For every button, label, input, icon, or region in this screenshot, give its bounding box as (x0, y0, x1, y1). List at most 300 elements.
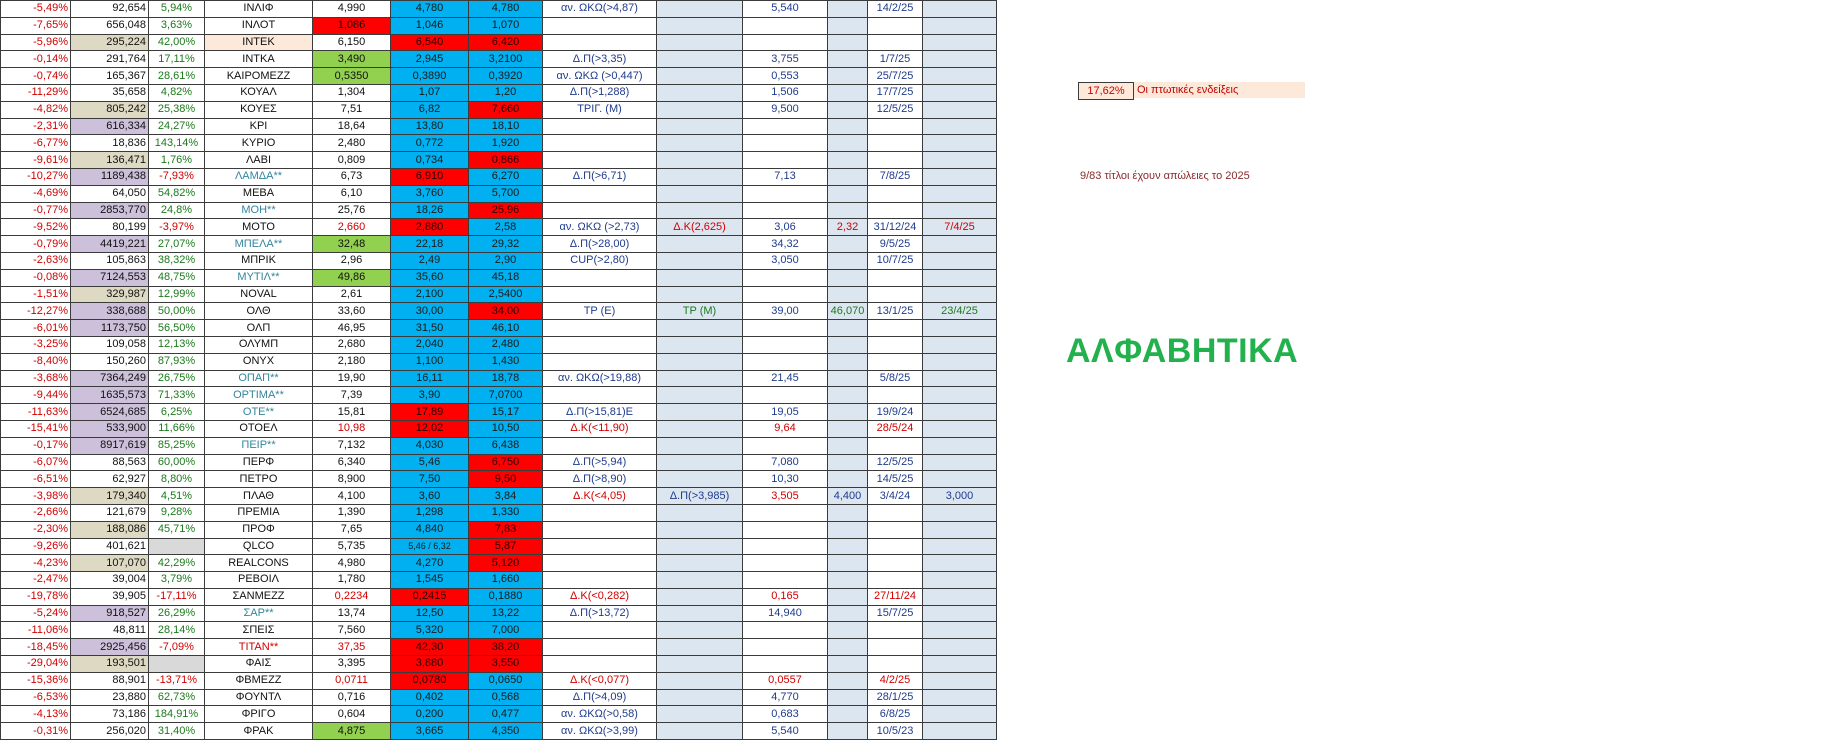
cell-price[interactable]: 7,560 (313, 622, 391, 639)
cell-signal2[interactable] (657, 320, 743, 337)
cell-v2[interactable] (828, 202, 868, 219)
cell-volume[interactable]: 62,927 (71, 471, 149, 488)
cell-perf[interactable]: 87,93% (149, 353, 205, 370)
cell-signal2[interactable] (657, 723, 743, 740)
cell-high[interactable]: 1,330 (469, 504, 543, 521)
cell-date1[interactable] (868, 639, 923, 656)
cell-signal2[interactable] (657, 622, 743, 639)
cell-perf[interactable]: 4,51% (149, 488, 205, 505)
cell-v2[interactable] (828, 286, 868, 303)
cell-high[interactable]: 0,568 (469, 689, 543, 706)
cell-price[interactable]: 49,86 (313, 269, 391, 286)
cell-name[interactable]: ΛΑΜΔΑ** (205, 168, 313, 185)
cell-high[interactable]: 34,00 (469, 303, 543, 320)
cell-v1[interactable]: 19,05 (743, 404, 828, 421)
cell-date2[interactable] (923, 118, 997, 135)
cell-low[interactable]: 16,11 (391, 370, 469, 387)
cell-price[interactable]: 2,96 (313, 252, 391, 269)
cell-date2[interactable] (923, 588, 997, 605)
cell-date1[interactable] (868, 353, 923, 370)
cell-perf[interactable]: 8,80% (149, 471, 205, 488)
cell-low[interactable]: 0,3890 (391, 68, 469, 85)
cell-perf[interactable]: 12,99% (149, 286, 205, 303)
cell-signal2[interactable] (657, 84, 743, 101)
cell-signal1[interactable] (543, 555, 657, 572)
cell-high[interactable]: 18,78 (469, 370, 543, 387)
cell-v2[interactable] (828, 605, 868, 622)
cell-date2[interactable] (923, 336, 997, 353)
cell-name[interactable]: REALCONS (205, 555, 313, 572)
cell-high[interactable]: 4,350 (469, 723, 543, 740)
cell-high[interactable]: 6,420 (469, 34, 543, 51)
cell-low[interactable]: 1,545 (391, 572, 469, 589)
cell-volume[interactable]: 105,863 (71, 252, 149, 269)
cell-low[interactable]: 42,30 (391, 639, 469, 656)
cell-change[interactable]: -7,65% (1, 17, 71, 34)
cell-perf[interactable]: 50,00% (149, 303, 205, 320)
cell-date1[interactable]: 12/5/25 (868, 101, 923, 118)
cell-signal2[interactable] (657, 672, 743, 689)
cell-volume[interactable]: 6524,685 (71, 404, 149, 421)
cell-price[interactable]: 3,490 (313, 51, 391, 68)
cell-price[interactable]: 10,98 (313, 420, 391, 437)
cell-signal2[interactable] (657, 353, 743, 370)
cell-low[interactable]: 4,270 (391, 555, 469, 572)
cell-price[interactable]: 0,0711 (313, 672, 391, 689)
cell-date1[interactable]: 15/7/25 (868, 605, 923, 622)
cell-name[interactable]: ΜΠΕΛΑ** (205, 236, 313, 253)
cell-low[interactable]: 22,18 (391, 236, 469, 253)
cell-low[interactable]: 3,665 (391, 723, 469, 740)
cell-v1[interactable]: 7,080 (743, 454, 828, 471)
cell-high[interactable]: 45,18 (469, 269, 543, 286)
cell-low[interactable]: 3,880 (391, 656, 469, 673)
cell-perf[interactable]: 24,8% (149, 202, 205, 219)
cell-change[interactable]: -29,04% (1, 656, 71, 673)
cell-v1[interactable]: 3,06 (743, 219, 828, 236)
cell-name[interactable]: ΤΙΤΑΝ** (205, 639, 313, 656)
cell-price[interactable]: 7,51 (313, 101, 391, 118)
cell-signal1[interactable] (543, 538, 657, 555)
cell-low[interactable]: 3,90 (391, 387, 469, 404)
cell-date1[interactable] (868, 286, 923, 303)
cell-name[interactable]: ΣΑΡ** (205, 605, 313, 622)
cell-signal2[interactable] (657, 437, 743, 454)
cell-signal2[interactable] (657, 168, 743, 185)
cell-v2[interactable] (828, 504, 868, 521)
cell-date2[interactable] (923, 622, 997, 639)
cell-low[interactable]: 2,100 (391, 286, 469, 303)
cell-change[interactable]: -3,25% (1, 336, 71, 353)
cell-v2[interactable]: 4,400 (828, 488, 868, 505)
cell-date1[interactable]: 25/7/25 (868, 68, 923, 85)
cell-change[interactable]: -4,69% (1, 185, 71, 202)
cell-signal1[interactable] (543, 437, 657, 454)
cell-v1[interactable] (743, 437, 828, 454)
cell-date1[interactable]: 10/7/25 (868, 252, 923, 269)
cell-high[interactable]: 38,20 (469, 639, 543, 656)
cell-change[interactable]: -8,40% (1, 353, 71, 370)
cell-v2[interactable] (828, 622, 868, 639)
cell-perf[interactable]: 60,00% (149, 454, 205, 471)
cell-v2[interactable] (828, 454, 868, 471)
cell-signal2[interactable] (657, 572, 743, 589)
cell-high[interactable]: 7,0700 (469, 387, 543, 404)
cell-v2[interactable] (828, 572, 868, 589)
cell-low[interactable]: 6,540 (391, 34, 469, 51)
cell-v1[interactable] (743, 118, 828, 135)
cell-change[interactable]: -9,26% (1, 538, 71, 555)
cell-signal1[interactable]: Δ.Π(>28,00) (543, 236, 657, 253)
cell-date1[interactable] (868, 521, 923, 538)
cell-change[interactable]: -12,27% (1, 303, 71, 320)
cell-high[interactable]: 2,90 (469, 252, 543, 269)
cell-v2[interactable] (828, 387, 868, 404)
cell-low[interactable]: 2,040 (391, 336, 469, 353)
cell-name[interactable]: ΜΥΤΙΛ** (205, 269, 313, 286)
cell-volume[interactable]: 295,224 (71, 34, 149, 51)
cell-low[interactable]: 0,772 (391, 135, 469, 152)
cell-low[interactable]: 1,07 (391, 84, 469, 101)
cell-perf[interactable]: 28,14% (149, 622, 205, 639)
cell-perf[interactable]: 3,79% (149, 572, 205, 589)
cell-volume[interactable]: 39,004 (71, 572, 149, 589)
cell-volume[interactable]: 150,260 (71, 353, 149, 370)
cell-price[interactable]: 4,100 (313, 488, 391, 505)
cell-high[interactable]: 1,660 (469, 572, 543, 589)
cell-name[interactable]: ΙΝΤΚΑ (205, 51, 313, 68)
cell-high[interactable]: 6,438 (469, 437, 543, 454)
cell-v2[interactable] (828, 353, 868, 370)
cell-v1[interactable] (743, 152, 828, 169)
cell-price[interactable]: 5,735 (313, 538, 391, 555)
cell-perf[interactable]: 4,82% (149, 84, 205, 101)
cell-perf[interactable]: 11,66% (149, 420, 205, 437)
cell-date2[interactable] (923, 84, 997, 101)
cell-signal1[interactable] (543, 202, 657, 219)
cell-name[interactable]: ΟΠΑΠ** (205, 370, 313, 387)
cell-v2[interactable] (828, 135, 868, 152)
cell-signal1[interactable] (543, 269, 657, 286)
cell-v1[interactable] (743, 185, 828, 202)
cell-v2[interactable] (828, 471, 868, 488)
cell-volume[interactable]: 616,334 (71, 118, 149, 135)
cell-v2[interactable] (828, 538, 868, 555)
cell-price[interactable]: 2,180 (313, 353, 391, 370)
cell-name[interactable]: ΠΛΑΘ (205, 488, 313, 505)
cell-v1[interactable] (743, 555, 828, 572)
cell-volume[interactable]: 136,471 (71, 152, 149, 169)
cell-signal2[interactable] (657, 17, 743, 34)
cell-change[interactable]: -9,52% (1, 219, 71, 236)
cell-high[interactable]: 2,58 (469, 219, 543, 236)
cell-signal1[interactable]: αν. ΩΚΩ(>3,99) (543, 723, 657, 740)
cell-name[interactable]: ΦΟΥΝΤΛ (205, 689, 313, 706)
cell-low[interactable]: 4,030 (391, 437, 469, 454)
cell-v1[interactable] (743, 656, 828, 673)
cell-change[interactable]: -11,29% (1, 84, 71, 101)
cell-signal2[interactable] (657, 370, 743, 387)
cell-name[interactable]: ΚΟΥΑΛ (205, 84, 313, 101)
cell-date1[interactable]: 6/8/25 (868, 706, 923, 723)
cell-change[interactable]: -0,31% (1, 723, 71, 740)
cell-high[interactable]: 0,477 (469, 706, 543, 723)
cell-v1[interactable] (743, 17, 828, 34)
cell-signal2[interactable] (657, 538, 743, 555)
cell-change[interactable]: -9,44% (1, 387, 71, 404)
cell-signal2[interactable] (657, 185, 743, 202)
cell-v2[interactable] (828, 588, 868, 605)
cell-signal1[interactable] (543, 336, 657, 353)
cell-perf[interactable]: -13,71% (149, 672, 205, 689)
cell-volume[interactable]: 8917,619 (71, 437, 149, 454)
cell-signal2[interactable] (657, 336, 743, 353)
cell-name[interactable]: ΚΡΙ (205, 118, 313, 135)
cell-date2[interactable] (923, 236, 997, 253)
cell-date1[interactable]: 12/5/25 (868, 454, 923, 471)
cell-volume[interactable]: 107,070 (71, 555, 149, 572)
cell-signal2[interactable] (657, 588, 743, 605)
cell-v1[interactable]: 9,500 (743, 101, 828, 118)
cell-high[interactable]: 10,50 (469, 420, 543, 437)
cell-v1[interactable]: 5,540 (743, 723, 828, 740)
cell-high[interactable]: 6,750 (469, 454, 543, 471)
cell-date1[interactable] (868, 17, 923, 34)
cell-change[interactable]: -2,30% (1, 521, 71, 538)
cell-date1[interactable]: 1/7/25 (868, 51, 923, 68)
cell-volume[interactable]: 35,658 (71, 84, 149, 101)
cell-date2[interactable] (923, 521, 997, 538)
cell-perf[interactable] (149, 538, 205, 555)
cell-v1[interactable] (743, 286, 828, 303)
cell-perf[interactable]: 26,75% (149, 370, 205, 387)
cell-date2[interactable] (923, 437, 997, 454)
cell-name[interactable]: ΦΒΜΕΖΖ (205, 672, 313, 689)
cell-date2[interactable] (923, 34, 997, 51)
cell-v1[interactable]: 34,32 (743, 236, 828, 253)
cell-v1[interactable] (743, 622, 828, 639)
cell-date2[interactable] (923, 454, 997, 471)
cell-name[interactable]: ΦΡΙΓΟ (205, 706, 313, 723)
cell-date2[interactable] (923, 672, 997, 689)
cell-low[interactable]: 17,89 (391, 404, 469, 421)
cell-date2[interactable] (923, 504, 997, 521)
cell-high[interactable]: 0,866 (469, 152, 543, 169)
cell-volume[interactable]: 64,050 (71, 185, 149, 202)
cell-date1[interactable] (868, 656, 923, 673)
cell-v2[interactable] (828, 320, 868, 337)
cell-signal2[interactable] (657, 404, 743, 421)
cell-high[interactable]: 2,5400 (469, 286, 543, 303)
cell-high[interactable]: 1,920 (469, 135, 543, 152)
cell-volume[interactable]: 92,654 (71, 1, 149, 18)
cell-signal2[interactable] (657, 689, 743, 706)
cell-change[interactable]: -0,79% (1, 236, 71, 253)
cell-signal2[interactable] (657, 387, 743, 404)
cell-signal2[interactable] (657, 269, 743, 286)
cell-v1[interactable] (743, 34, 828, 51)
cell-price[interactable]: 3,395 (313, 656, 391, 673)
cell-low[interactable]: 7,50 (391, 471, 469, 488)
cell-signal1[interactable]: ΤΡΙΓ. (Μ) (543, 101, 657, 118)
cell-volume[interactable]: 256,020 (71, 723, 149, 740)
cell-v2[interactable] (828, 84, 868, 101)
cell-v1[interactable] (743, 135, 828, 152)
cell-name[interactable]: ΛΑΒΙ (205, 152, 313, 169)
cell-signal1[interactable]: Δ.Π(>13,72) (543, 605, 657, 622)
cell-v1[interactable]: 5,540 (743, 1, 828, 18)
cell-change[interactable]: -0,74% (1, 68, 71, 85)
cell-name[interactable]: ΟΤΕ** (205, 404, 313, 421)
cell-price[interactable]: 4,875 (313, 723, 391, 740)
cell-change[interactable]: -0,17% (1, 437, 71, 454)
cell-signal2[interactable] (657, 152, 743, 169)
cell-low[interactable]: 2,49 (391, 252, 469, 269)
cell-signal1[interactable]: Δ.Κ(<0,282) (543, 588, 657, 605)
cell-perf[interactable]: 9,28% (149, 504, 205, 521)
cell-signal2[interactable] (657, 605, 743, 622)
cell-date2[interactable] (923, 135, 997, 152)
cell-name[interactable]: ΚΟΥΕΣ (205, 101, 313, 118)
cell-change[interactable]: -4,13% (1, 706, 71, 723)
cell-signal1[interactable]: CUP(>2,80) (543, 252, 657, 269)
cell-change[interactable]: -0,77% (1, 202, 71, 219)
cell-signal1[interactable] (543, 135, 657, 152)
cell-v2[interactable] (828, 656, 868, 673)
cell-price[interactable]: 0,604 (313, 706, 391, 723)
cell-v1[interactable]: 7,13 (743, 168, 828, 185)
cell-name[interactable]: ΟΛΘ (205, 303, 313, 320)
cell-name[interactable]: ΟΤΟΕΛ (205, 420, 313, 437)
cell-date2[interactable] (923, 17, 997, 34)
cell-change[interactable]: -2,66% (1, 504, 71, 521)
cell-price[interactable]: 1,086 (313, 17, 391, 34)
cell-high[interactable]: 1,070 (469, 17, 543, 34)
cell-signal2[interactable] (657, 639, 743, 656)
cell-price[interactable]: 19,90 (313, 370, 391, 387)
cell-high[interactable]: 4,780 (469, 1, 543, 18)
cell-high[interactable]: 3,550 (469, 656, 543, 673)
cell-volume[interactable]: 88,901 (71, 672, 149, 689)
cell-perf[interactable]: 45,71% (149, 521, 205, 538)
cell-change[interactable]: -2,47% (1, 572, 71, 589)
cell-date2[interactable] (923, 168, 997, 185)
cell-perf[interactable]: -7,09% (149, 639, 205, 656)
cell-date2[interactable] (923, 420, 997, 437)
cell-perf[interactable]: -7,93% (149, 168, 205, 185)
cell-volume[interactable]: 18,836 (71, 135, 149, 152)
cell-v2[interactable] (828, 269, 868, 286)
cell-perf[interactable]: 38,32% (149, 252, 205, 269)
cell-price[interactable]: 2,61 (313, 286, 391, 303)
cell-name[interactable]: ΟΡΤΙΜΑ** (205, 387, 313, 404)
cell-date2[interactable] (923, 572, 997, 589)
cell-v1[interactable] (743, 639, 828, 656)
cell-v1[interactable]: 0,165 (743, 588, 828, 605)
cell-low[interactable]: 5,320 (391, 622, 469, 639)
cell-v2[interactable]: 2,32 (828, 219, 868, 236)
cell-price[interactable]: 7,132 (313, 437, 391, 454)
cell-volume[interactable]: 1189,438 (71, 168, 149, 185)
cell-volume[interactable]: 80,199 (71, 219, 149, 236)
cell-price[interactable]: 4,980 (313, 555, 391, 572)
cell-name[interactable]: ΟΛΠ (205, 320, 313, 337)
cell-low[interactable]: 3,760 (391, 185, 469, 202)
cell-price[interactable]: 33,60 (313, 303, 391, 320)
cell-signal2[interactable] (657, 236, 743, 253)
cell-date1[interactable] (868, 135, 923, 152)
cell-low[interactable]: 0,200 (391, 706, 469, 723)
cell-volume[interactable]: 165,367 (71, 68, 149, 85)
cell-signal2[interactable]: Δ.Κ(2,625) (657, 219, 743, 236)
cell-signal1[interactable]: Δ.Π(>3,35) (543, 51, 657, 68)
cell-high[interactable]: 5,700 (469, 185, 543, 202)
cell-signal1[interactable]: Δ.Κ(<4,05) (543, 488, 657, 505)
cell-change[interactable]: -5,96% (1, 34, 71, 51)
cell-name[interactable]: ΙΝΤΕΚ (205, 34, 313, 51)
cell-date2[interactable] (923, 185, 997, 202)
cell-low[interactable]: 13,80 (391, 118, 469, 135)
cell-volume[interactable]: 193,501 (71, 656, 149, 673)
cell-v1[interactable]: 21,45 (743, 370, 828, 387)
cell-signal2[interactable] (657, 1, 743, 18)
cell-v1[interactable]: 39,00 (743, 303, 828, 320)
cell-name[interactable]: ΦΑΙΣ (205, 656, 313, 673)
cell-high[interactable]: 2,480 (469, 336, 543, 353)
cell-v2[interactable] (828, 370, 868, 387)
cell-perf[interactable]: 1,76% (149, 152, 205, 169)
cell-high[interactable]: 46,10 (469, 320, 543, 337)
cell-v1[interactable] (743, 521, 828, 538)
cell-price[interactable]: 7,65 (313, 521, 391, 538)
cell-perf[interactable]: 56,50% (149, 320, 205, 337)
cell-perf[interactable]: 25,38% (149, 101, 205, 118)
cell-perf[interactable] (149, 656, 205, 673)
cell-date1[interactable] (868, 437, 923, 454)
cell-v2[interactable]: 46,070 (828, 303, 868, 320)
cell-date2[interactable] (923, 471, 997, 488)
cell-date2[interactable] (923, 320, 997, 337)
cell-high[interactable]: 5,87 (469, 538, 543, 555)
cell-date1[interactable]: 4/2/25 (868, 672, 923, 689)
cell-name[interactable]: NOVAL (205, 286, 313, 303)
cell-signal2[interactable]: ΤΡ (Μ) (657, 303, 743, 320)
cell-volume[interactable]: 338,688 (71, 303, 149, 320)
cell-price[interactable]: 8,900 (313, 471, 391, 488)
cell-price[interactable]: 32,48 (313, 236, 391, 253)
cell-date2[interactable] (923, 706, 997, 723)
cell-v2[interactable] (828, 723, 868, 740)
cell-volume[interactable]: 1173,750 (71, 320, 149, 337)
cell-signal2[interactable] (657, 51, 743, 68)
cell-price[interactable]: 13,74 (313, 605, 391, 622)
cell-v2[interactable] (828, 185, 868, 202)
cell-high[interactable]: 13,22 (469, 605, 543, 622)
cell-price[interactable]: 6,340 (313, 454, 391, 471)
cell-name[interactable]: ΜΠΡΙΚ (205, 252, 313, 269)
cell-volume[interactable]: 179,340 (71, 488, 149, 505)
cell-high[interactable]: 25,96 (469, 202, 543, 219)
cell-change[interactable]: -0,14% (1, 51, 71, 68)
cell-volume[interactable]: 1635,573 (71, 387, 149, 404)
cell-name[interactable]: ΡΕΒΟΙΛ (205, 572, 313, 589)
cell-price[interactable]: 46,95 (313, 320, 391, 337)
cell-change[interactable]: -19,78% (1, 588, 71, 605)
cell-low[interactable]: 4,840 (391, 521, 469, 538)
cell-volume[interactable]: 533,900 (71, 420, 149, 437)
cell-high[interactable]: 29,32 (469, 236, 543, 253)
cell-v1[interactable]: 0,0557 (743, 672, 828, 689)
